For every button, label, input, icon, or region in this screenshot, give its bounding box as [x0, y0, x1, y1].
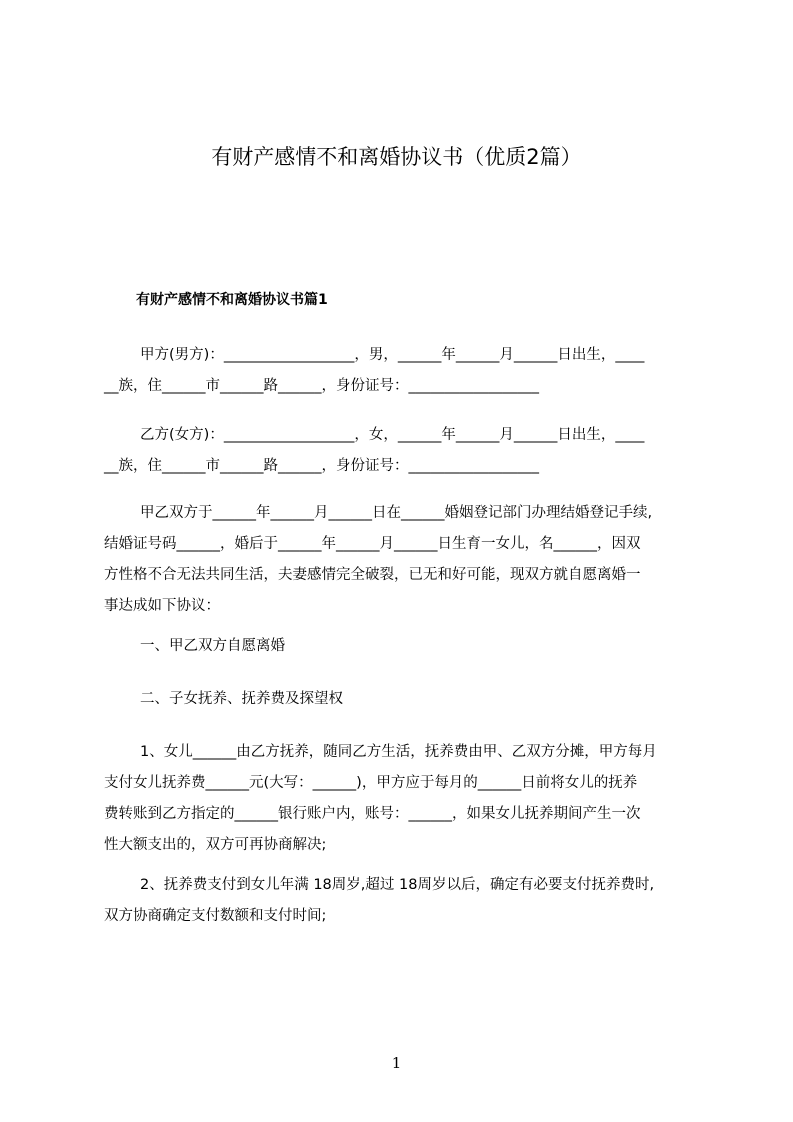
document-title: 有财产感情不和离婚协议书（优质2篇） [211, 145, 582, 169]
paragraph-line: 二、子女抚养、抚养费及探望权 [140, 691, 343, 707]
clause-one [104, 631, 724, 662]
paragraph-line: 结婚证号码______，婚后于______年______月______日生育一女儿，名______，因双 [104, 536, 641, 552]
child-support-paragraph [104, 737, 724, 861]
paragraph-line: 1、女儿______由乙方抚养，随同乙方生活，抚养费由甲、乙双方分摊，甲方每月 [140, 744, 657, 760]
party-a-paragraph [104, 340, 724, 402]
support-duration-paragraph [104, 870, 724, 932]
paragraph-line: 方性格不合无法共同生活，夫妻感情完全破裂，已无和好可能，现双方就自愿离婚一 [104, 567, 641, 583]
clause-two-heading [104, 684, 724, 715]
party-b-paragraph [104, 420, 724, 482]
paragraph-line: 一、甲乙双方自愿离婚 [140, 638, 285, 654]
paragraph-line: 事达成如下协议： [104, 598, 220, 614]
paragraph-line: 2、抚养费支付到女儿年满 18周岁,超过 18周岁以后，确定有必要支付抚养费时, [140, 877, 655, 893]
paragraph-line: 费转账到乙方指定的______银行账户内，账号：______，如果女儿抚养期间产生一次 [104, 806, 641, 822]
marriage-facts-paragraph [104, 498, 724, 622]
paragraph-line: __族，住______市______路______，身份证号：__________________ [104, 458, 539, 474]
paragraph-line: 双方协商确定支付数额和支付时间; [104, 908, 327, 924]
section-heading: 有财产感情不和离婚协议书篇1 [136, 292, 328, 308]
page-number: 1 [391, 1054, 402, 1072]
paragraph-line: __族，住______市______路______，身份证号：__________________ [104, 378, 539, 394]
paragraph-line: 性大额支出的，双方可再协商解决; [104, 837, 327, 853]
paragraph-line: 甲方(男方)：__________________，男，______年______月______日出生，____ [140, 347, 645, 363]
paragraph-line: 甲乙双方于______年______月______日在______婚姻登记部门办理结婚登记手续, [140, 505, 653, 521]
paragraph-line: 支付女儿抚养费______元(大写：______)，甲方应于每月的______日前将女儿的抚养 [104, 775, 638, 791]
paragraph-line: 乙方(女方)：__________________，女，______年______月______日出生，____ [140, 427, 645, 443]
